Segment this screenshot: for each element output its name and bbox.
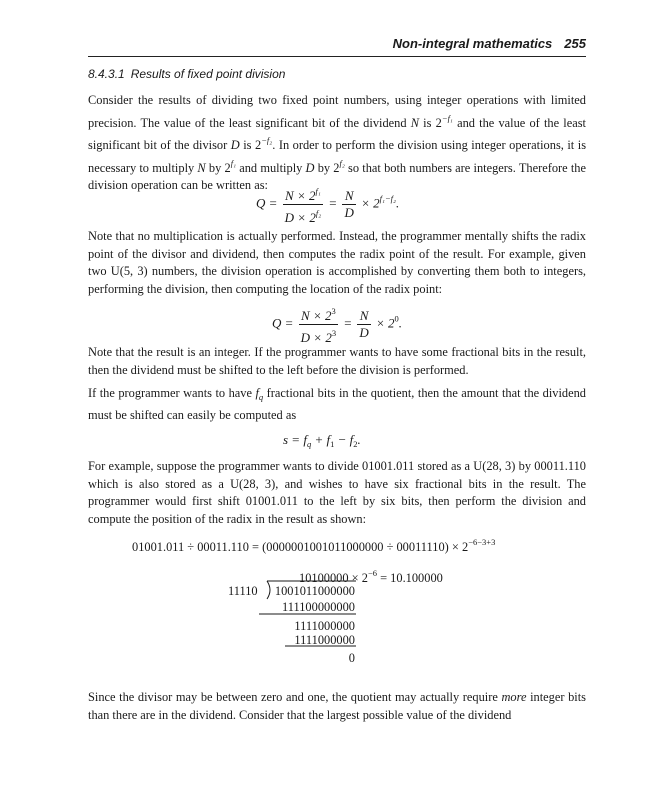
eq1-dot: . <box>396 195 400 211</box>
p1-text-i: so that both numbers are integers. Therefore the division operation can be written as: <box>88 160 587 193</box>
quotient-result: = 10.100000 <box>377 571 443 585</box>
p4-text-a: If the programmer wants to have <box>88 386 256 400</box>
eq1-lhs: Q = <box>256 195 278 211</box>
paragraph-6 <box>88 689 586 724</box>
eq1-num2: N <box>342 188 355 205</box>
quotient-exp: −6 <box>367 568 377 578</box>
long-division-row-3: 1111000000 <box>294 633 355 647</box>
p4-var-f: f <box>255 386 259 400</box>
eq2-num1-exp: 3 <box>331 306 336 316</box>
section-number: 8.4.3.1 <box>88 67 125 81</box>
eq2-tail-exp: 0 <box>394 313 399 324</box>
eq2-dot: . <box>398 315 403 331</box>
p1-text-f: by 2 <box>205 160 231 175</box>
eq2-lhs: Q = <box>272 315 294 331</box>
p1-var-d: D <box>230 138 240 153</box>
eq2-num1: N × 2 <box>301 308 332 323</box>
eq1-den2: D <box>344 205 354 220</box>
p1-exp-2: −f₂ <box>261 135 273 146</box>
p1-exp-1: −f₁ <box>441 112 453 123</box>
eq2-den1: D × 2 <box>300 330 332 345</box>
page-number: 255 <box>564 36 586 51</box>
eq1-num1: N × 2 <box>285 188 316 203</box>
p1-text-b: is 2 <box>419 115 442 130</box>
eq2-tail: × 2 <box>376 315 395 331</box>
eq1-tail: × 2 <box>361 195 380 211</box>
p4-sub-q: q <box>258 392 264 402</box>
p1-text-h: by 2 <box>314 160 340 175</box>
p6-text-b: integer bits than there are in the dividend. Consider that the largest possible value of the dividend <box>88 690 587 722</box>
eq1-equals: = <box>328 195 338 211</box>
paragraph-5: For example, suppose the programmer wants to divide 01001.011 stored as a U(28, 3) by 00011.110 which is also stored as a U(28, 3), and wishes to have six fractional bits in the result. The programmer would first shift 01001.011 to the left by six bits, then perform the division and compute the position of the radix in the result as shown: <box>88 459 586 526</box>
long-division-row-1: 111100000000 <box>282 600 355 614</box>
long-division-divisor: 11110 <box>228 584 258 598</box>
p1-text-e: . In order to perform the division using integer operations, it is necessary to multiply <box>88 138 587 175</box>
p1-text-c: and the value of the least significant bit of the divisor <box>88 115 586 153</box>
eq2-num2: N <box>357 308 370 325</box>
p1-text-g: and multiply <box>236 160 306 175</box>
running-header-title: Non-integral mathematics <box>392 36 553 51</box>
eq3-text-2: + f <box>311 432 331 447</box>
p1-var-n2: N <box>197 160 206 175</box>
eq2-equals: = <box>343 315 353 331</box>
quotient-value: 10100000 × 2 <box>299 571 368 585</box>
eq3-sub-q: q <box>306 439 312 449</box>
p6-text-a: Since the divisor may be between zero and one, the quotient may actually require <box>88 690 502 704</box>
section-title: Results of fixed point division <box>130 67 286 81</box>
p1-var-d2: D <box>305 160 315 175</box>
p1-text-d: is 2 <box>239 138 262 153</box>
eq2-den1-exp: 3 <box>331 328 337 338</box>
eq3-text-3: − f <box>334 432 354 447</box>
eq2-den2: D <box>359 325 369 340</box>
eq3-dot: . <box>357 432 361 447</box>
p1-text-a: Consider the results of dividing two fixed point numbers, using integer operations with limited precision. The value of the least significant bit of the dividend <box>88 93 586 130</box>
eq1-num1-exp: f₁ <box>315 186 321 196</box>
eq1-den1: D × 2 <box>284 210 316 225</box>
eq3-sub-1: 1 <box>330 439 335 449</box>
long-division-row-2: 1111000000 <box>294 619 355 633</box>
p4-text-b: fractional bits in the quotient, then the amount that the dividend must be shifted can easily be computed as <box>88 386 586 422</box>
long-division-remainder: 0 <box>348 651 355 665</box>
p1-exp-4: f₂ <box>339 157 345 168</box>
eq3-text: s = f <box>283 432 307 447</box>
paragraph-3: Note that the result is an integer. If the programmer wants to have some fractional bits in the result, then the dividend must be shifted to the left before the division is performed. <box>88 345 586 377</box>
long-division-dividend: 1001011000000 <box>274 584 355 598</box>
p6-emphasis: more <box>501 690 527 704</box>
eq4-text: 01001.011 ÷ 00011.110 = (0000001001011000000 ÷ 00011110) × 2 <box>132 540 469 554</box>
eq4-exp: −6−3+3 <box>468 537 496 547</box>
eq1-tail-exp: f₁−f₂ <box>379 193 396 204</box>
p1-var-n: N <box>410 115 419 130</box>
paragraph-2: Note that no multiplication is actually performed. Instead, the programmer mentally shifts the radix point of the divisor and dividend, then computes the radix point of the result. For example, given two U(5, 3) numbers, the division operation is accomplished by converting them both to integers, performing the division, then computing the location of the radix point: <box>88 229 586 296</box>
p1-exp-3: f₁ <box>230 157 237 168</box>
eq1-den1-exp: f₂ <box>315 208 322 218</box>
eq3-sub-2: 2 <box>353 439 358 449</box>
